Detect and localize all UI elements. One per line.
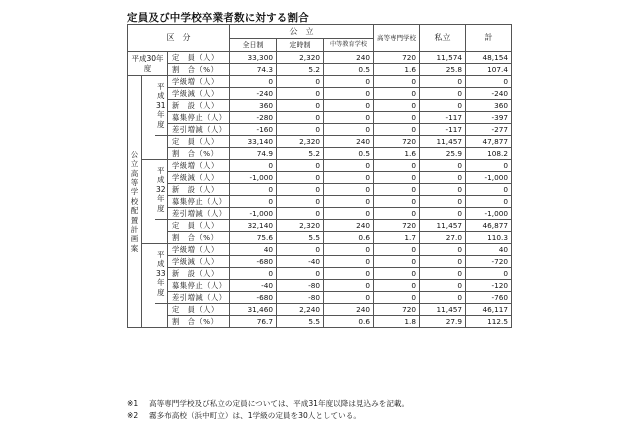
- value-cell: 0: [277, 76, 324, 88]
- value-cell: 32,140: [230, 220, 277, 232]
- header-zennichi: 全日制: [230, 39, 277, 52]
- value-cell: 240: [324, 136, 374, 148]
- value-cell: 0.6: [324, 232, 374, 244]
- value-cell: 27.9: [420, 316, 466, 328]
- value-cell: 11,574: [420, 52, 466, 64]
- value-cell: 240: [324, 220, 374, 232]
- value-cell: 0: [420, 292, 466, 304]
- value-cell: 360: [466, 100, 512, 112]
- value-cell: 31,460: [230, 304, 277, 316]
- year-label-h30: 平成30年度: [128, 52, 168, 76]
- value-cell: 2,320: [277, 136, 324, 148]
- value-cell: 0: [420, 256, 466, 268]
- year-label: 平成31年度: [155, 76, 168, 136]
- value-cell: 0: [466, 76, 512, 88]
- value-cell: -680: [230, 256, 277, 268]
- row-label: 新 設（人）: [168, 100, 230, 112]
- value-cell: 0: [324, 112, 374, 124]
- value-cell: -40: [277, 256, 324, 268]
- value-cell: 33,140: [230, 136, 277, 148]
- value-cell: 0: [374, 244, 420, 256]
- value-cell: 5.5: [277, 232, 324, 244]
- year-label: 平成32年度: [155, 160, 168, 220]
- value-cell: 0: [374, 76, 420, 88]
- table-row: [128, 280, 512, 292]
- value-cell: -397: [466, 112, 512, 124]
- row-label: 定 員（人）: [168, 52, 230, 64]
- value-cell: -40: [230, 280, 277, 292]
- year-label: 平成33年度: [155, 244, 168, 304]
- value-cell: 0: [277, 184, 324, 196]
- table-row: [128, 100, 512, 112]
- value-cell: 27.0: [420, 232, 466, 244]
- row-label: 定 員（人）: [168, 304, 230, 316]
- value-cell: 240: [324, 304, 374, 316]
- value-cell: 0: [277, 88, 324, 100]
- value-cell: 0: [324, 244, 374, 256]
- header-teiji: 定時制: [277, 39, 324, 52]
- value-cell: 0: [374, 208, 420, 220]
- value-cell: 112.5: [466, 316, 512, 328]
- row-label: 学級減（人）: [168, 88, 230, 100]
- value-cell: 74.3: [230, 64, 277, 76]
- value-cell: 0: [277, 160, 324, 172]
- year-spacer-bottom: [155, 304, 168, 328]
- value-cell: 0: [466, 196, 512, 208]
- value-cell: 0: [277, 196, 324, 208]
- plan-label: 公立高等学校配置計画案: [128, 76, 142, 328]
- value-cell: 0: [277, 112, 324, 124]
- value-cell: 1.6: [374, 64, 420, 76]
- table-row: [128, 232, 512, 244]
- value-cell: -1,000: [230, 208, 277, 220]
- row-label: 学級減（人）: [168, 256, 230, 268]
- value-cell: 0: [466, 184, 512, 196]
- row-label: 新 設（人）: [168, 268, 230, 280]
- value-cell: 0: [420, 184, 466, 196]
- row-label: 差引増減（人）: [168, 208, 230, 220]
- value-cell: 0: [374, 280, 420, 292]
- value-cell: -1,000: [230, 172, 277, 184]
- value-cell: 46,117: [466, 304, 512, 316]
- value-cell: -1,000: [466, 208, 512, 220]
- value-cell: 5.5: [277, 316, 324, 328]
- value-cell: -80: [277, 292, 324, 304]
- year-spacer: [142, 244, 155, 328]
- value-cell: 240: [324, 52, 374, 64]
- value-cell: 0: [324, 100, 374, 112]
- table-row: [128, 256, 512, 268]
- value-cell: 0: [374, 124, 420, 136]
- value-cell: 0: [374, 100, 420, 112]
- value-cell: 0: [324, 124, 374, 136]
- value-cell: 25.9: [420, 148, 466, 160]
- row-label: 割 合（%）: [168, 232, 230, 244]
- value-cell: 0: [324, 172, 374, 184]
- table-row: [128, 184, 512, 196]
- value-cell: 0: [277, 268, 324, 280]
- value-cell: 1.6: [374, 148, 420, 160]
- value-cell: 48,154: [466, 52, 512, 64]
- value-cell: 0: [324, 196, 374, 208]
- value-cell: 0: [324, 268, 374, 280]
- row-label: 差引増減（人）: [168, 124, 230, 136]
- table-row: [128, 124, 512, 136]
- table-row: [128, 244, 512, 256]
- value-cell: -720: [466, 256, 512, 268]
- value-cell: 720: [374, 136, 420, 148]
- value-cell: 2,320: [277, 220, 324, 232]
- table-row: [128, 208, 512, 220]
- value-cell: 0: [374, 196, 420, 208]
- value-cell: 0: [374, 160, 420, 172]
- value-cell: 11,457: [420, 304, 466, 316]
- year-spacer: [142, 160, 155, 244]
- value-cell: 33,300: [230, 52, 277, 64]
- value-cell: 11,457: [420, 220, 466, 232]
- value-cell: 0: [230, 160, 277, 172]
- row-label: 学級増（人）: [168, 160, 230, 172]
- table-row: [128, 172, 512, 184]
- value-cell: 0: [324, 208, 374, 220]
- table-row: [128, 52, 512, 64]
- value-cell: 0: [420, 268, 466, 280]
- row-label: 学級増（人）: [168, 76, 230, 88]
- footnote-2: ※2 霧多布高校（浜中町立）は、1学級の定員を30人としている。: [127, 411, 361, 420]
- table-row: [128, 88, 512, 100]
- value-cell: -160: [230, 124, 277, 136]
- row-label: 学級増（人）: [168, 244, 230, 256]
- value-cell: 0: [420, 160, 466, 172]
- value-cell: 0: [277, 244, 324, 256]
- header-chutou: 中等教育学校: [324, 39, 374, 52]
- value-cell: -240: [230, 88, 277, 100]
- value-cell: 0: [230, 184, 277, 196]
- value-cell: -117: [420, 124, 466, 136]
- value-cell: 46,877: [466, 220, 512, 232]
- table-row: [128, 136, 512, 148]
- table-row: [128, 220, 512, 232]
- value-cell: 47,877: [466, 136, 512, 148]
- value-cell: -240: [466, 88, 512, 100]
- value-cell: 0: [374, 184, 420, 196]
- header-kubun: 区 分: [128, 25, 230, 52]
- value-cell: 0: [420, 172, 466, 184]
- table-row: [128, 268, 512, 280]
- value-cell: -760: [466, 292, 512, 304]
- table-row: [128, 148, 512, 160]
- enrollment-table: [127, 24, 512, 328]
- value-cell: 0.5: [324, 148, 374, 160]
- value-cell: 0.5: [324, 64, 374, 76]
- value-cell: 0.6: [324, 316, 374, 328]
- footnotes: [127, 398, 409, 422]
- value-cell: -1,000: [466, 172, 512, 184]
- footnote-1: ※1 高等専門学校及び私立の定員については、平成31年度以降は見込みを記載。: [127, 399, 410, 408]
- value-cell: 0: [324, 88, 374, 100]
- value-cell: 0: [420, 280, 466, 292]
- value-cell: -117: [420, 112, 466, 124]
- value-cell: -120: [466, 280, 512, 292]
- value-cell: 0: [277, 172, 324, 184]
- row-label: 割 合（%）: [168, 64, 230, 76]
- value-cell: 0: [420, 196, 466, 208]
- value-cell: -277: [466, 124, 512, 136]
- row-label: 新 設（人）: [168, 184, 230, 196]
- row-label: 差引増減（人）: [168, 292, 230, 304]
- value-cell: 0: [466, 160, 512, 172]
- header-kei: 計: [466, 25, 512, 52]
- table-row: [128, 304, 512, 316]
- value-cell: 0: [324, 292, 374, 304]
- value-cell: 0: [374, 256, 420, 268]
- value-cell: 25.8: [420, 64, 466, 76]
- row-label: 定 員（人）: [168, 220, 230, 232]
- value-cell: 11,457: [420, 136, 466, 148]
- value-cell: 0: [374, 172, 420, 184]
- table-row: [128, 292, 512, 304]
- value-cell: 5.2: [277, 148, 324, 160]
- value-cell: 0: [324, 256, 374, 268]
- header-kosen: 高等専門学校: [374, 25, 420, 52]
- table-row: [128, 160, 512, 172]
- table-row: [128, 196, 512, 208]
- value-cell: 107.4: [466, 64, 512, 76]
- header-shiritsu: 私立: [420, 25, 466, 52]
- year-spacer-bottom: [155, 220, 168, 244]
- row-label: 募集停止（人）: [168, 196, 230, 208]
- value-cell: 76.7: [230, 316, 277, 328]
- value-cell: 1.8: [374, 316, 420, 328]
- value-cell: 0: [374, 88, 420, 100]
- year-spacer-bottom: [155, 136, 168, 160]
- value-cell: 1.7: [374, 232, 420, 244]
- value-cell: 2,320: [277, 52, 324, 64]
- year-spacer: [142, 76, 155, 160]
- value-cell: -680: [230, 292, 277, 304]
- value-cell: 0: [277, 124, 324, 136]
- value-cell: 720: [374, 304, 420, 316]
- value-cell: 2,240: [277, 304, 324, 316]
- value-cell: 0: [277, 208, 324, 220]
- value-cell: 40: [466, 244, 512, 256]
- value-cell: 720: [374, 52, 420, 64]
- value-cell: 0: [374, 112, 420, 124]
- value-cell: 0: [420, 244, 466, 256]
- value-cell: 0: [420, 208, 466, 220]
- value-cell: 0: [324, 280, 374, 292]
- value-cell: 0: [230, 76, 277, 88]
- value-cell: 0: [324, 76, 374, 88]
- table-row: [128, 64, 512, 76]
- value-cell: 360: [230, 100, 277, 112]
- value-cell: 0: [230, 268, 277, 280]
- table-row: [128, 76, 512, 88]
- value-cell: 0: [466, 268, 512, 280]
- value-cell: -80: [277, 280, 324, 292]
- value-cell: 74.9: [230, 148, 277, 160]
- row-label: 学級減（人）: [168, 172, 230, 184]
- table-row: [128, 316, 512, 328]
- row-label: 募集停止（人）: [168, 112, 230, 124]
- value-cell: 0: [230, 196, 277, 208]
- value-cell: 5.2: [277, 64, 324, 76]
- value-cell: 0: [420, 88, 466, 100]
- value-cell: 75.6: [230, 232, 277, 244]
- header-public: 公 立: [230, 25, 374, 39]
- value-cell: 40: [230, 244, 277, 256]
- value-cell: 0: [374, 268, 420, 280]
- table-row: [128, 112, 512, 124]
- value-cell: 0: [324, 160, 374, 172]
- value-cell: -280: [230, 112, 277, 124]
- row-label: 募集停止（人）: [168, 280, 230, 292]
- value-cell: 0: [374, 292, 420, 304]
- value-cell: 720: [374, 220, 420, 232]
- table-title: 定員及び中学校卒業者数に対する割合: [127, 12, 309, 24]
- value-cell: 0: [420, 76, 466, 88]
- row-label: 割 合（%）: [168, 316, 230, 328]
- value-cell: 108.2: [466, 148, 512, 160]
- value-cell: 0: [420, 100, 466, 112]
- value-cell: 110.3: [466, 232, 512, 244]
- row-label: 定 員（人）: [168, 136, 230, 148]
- value-cell: 0: [324, 184, 374, 196]
- row-label: 割 合（%）: [168, 148, 230, 160]
- value-cell: 0: [277, 100, 324, 112]
